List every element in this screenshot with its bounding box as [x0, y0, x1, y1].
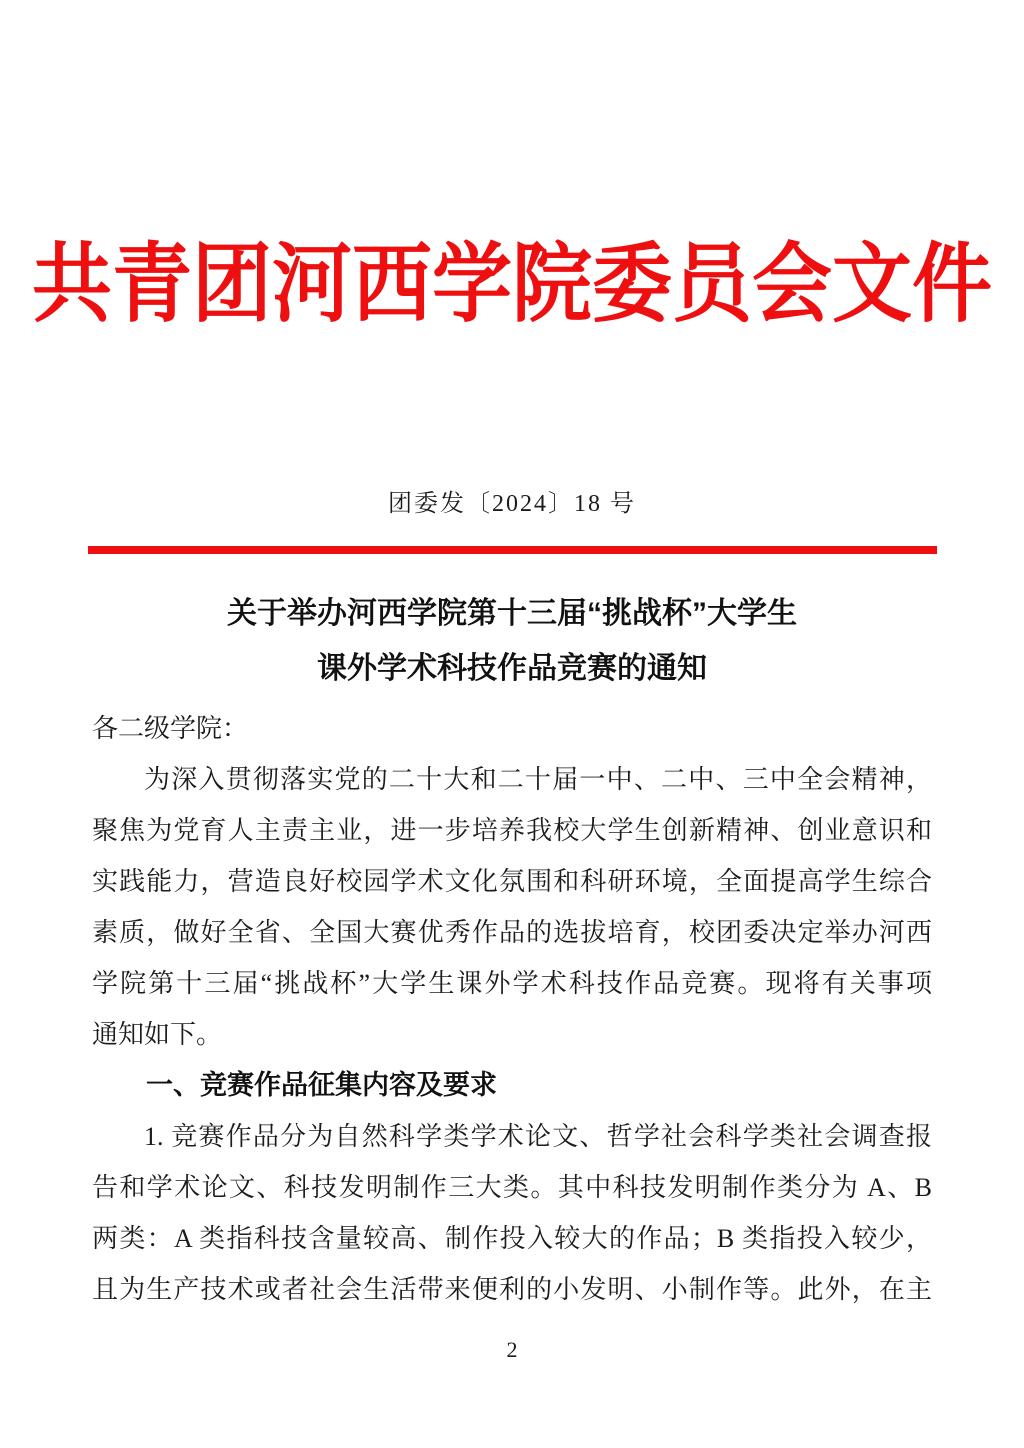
document-body: [92, 703, 932, 1315]
body-line: 告和学术论文、科技发明制作三大类。其中科技发明制作类分为 A、B: [92, 1173, 932, 1202]
body-line: 聚焦为党育人主责主业，进一步培养我校大学生创新精神、创业意识和: [92, 816, 932, 845]
document-title: [0, 586, 1024, 696]
section-heading: 一、竞赛作品征集内容及要求: [146, 1070, 497, 1100]
document-title-line-1: 关于举办河西学院第十三届“挑战杯”大学生: [227, 597, 797, 630]
document-title-line-2: 课外学术科技作品竞赛的通知: [317, 652, 707, 685]
salutation-line: 各二级学院：: [92, 714, 249, 743]
body-line: 且为生产技术或者社会生活带来便利的小发明、小制作等。此外，在主: [92, 1275, 932, 1304]
red-header-org-title: 共青团河西学院委员会文件: [32, 238, 992, 334]
body-line: 学院第十三届“挑战杯”大学生课外学术科技作品竞赛。现将有关事项: [92, 969, 932, 998]
body-line: 通知如下。: [92, 1020, 223, 1049]
body-line: 两类：A 类指科技含量较高、制作投入较大的作品；B 类指投入较少，: [92, 1224, 932, 1253]
body-line: 1. 竞赛作品分为自然科学类学术论文、哲学社会科学类社会调查报: [144, 1122, 932, 1151]
page-number: 2: [506, 1337, 518, 1362]
document-number: 团委发〔2024〕18 号: [388, 491, 636, 517]
red-separator-line: [88, 546, 937, 554]
body-line: 素质，做好全省、全国大赛优秀作品的选拔培育，校团委决定举办河西: [92, 918, 932, 947]
body-line: 实践能力，营造良好校园学术文化氛围和科研环境，全面提高学生综合: [92, 867, 932, 896]
body-line: 为深入贯彻落实党的二十大和二十届一中、二中、三中全会精神，: [144, 765, 932, 794]
